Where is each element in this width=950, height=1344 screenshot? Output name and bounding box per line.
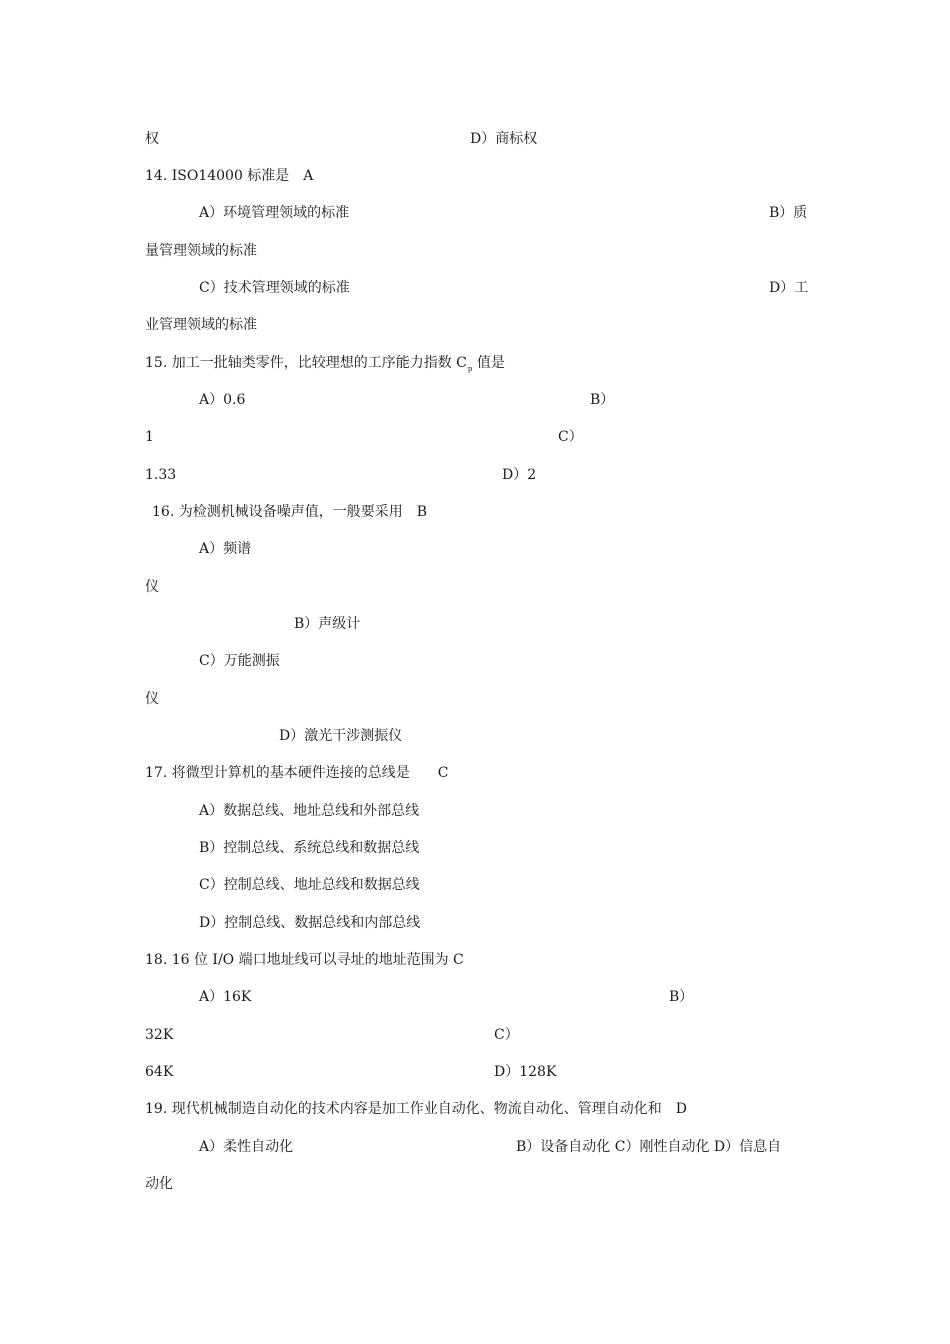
- question-15: [145, 354, 505, 378]
- option-a: A）数据总线、地址总线和外部总线: [199, 803, 420, 819]
- option-b: B）声级计: [294, 616, 361, 632]
- text-line: 权: [145, 131, 159, 147]
- option-d: D）商标权: [470, 131, 538, 147]
- option-c-value: 64K: [145, 1064, 174, 1080]
- option-c: C）: [494, 1027, 519, 1043]
- question-15-tail: 值是: [472, 355, 505, 371]
- option-b: B）: [669, 989, 694, 1005]
- option-b: B）: [590, 392, 615, 408]
- option-c: C）: [558, 429, 583, 445]
- option-c-continued: 仪: [145, 691, 159, 707]
- option-b-continued: 量管理领域的标准: [145, 243, 257, 259]
- option-b: B）控制总线、系统总线和数据总线: [199, 840, 420, 856]
- option-a: A）0.6: [199, 392, 246, 408]
- question-14: 14. ISO14000 标准是 A: [145, 168, 314, 184]
- option-b-value: 1: [145, 429, 154, 445]
- question-18: 18. 16 位 I/O 端口地址线可以寻址的地址范围为 C: [145, 952, 464, 968]
- option-d: D）控制总线、数据总线和内部总线: [199, 915, 421, 931]
- option-a-continued: 仪: [145, 579, 159, 595]
- option-b-value: 32K: [145, 1027, 174, 1043]
- option-d: D）2: [502, 467, 537, 483]
- option-c: C）控制总线、地址总线和数据总线: [199, 877, 420, 893]
- option-a: A）环境管理领域的标准: [199, 205, 350, 221]
- option-a: A）16K: [199, 989, 252, 1005]
- question-17: 17. 将微型计算机的基本硬件连接的总线是 C: [145, 765, 449, 781]
- option-d-continued: 业管理领域的标准: [145, 317, 257, 333]
- options-b-c-d: B）设备自动化 C）刚性自动化 D）信息自: [516, 1139, 782, 1155]
- option-d: D）激光干涉测振仪: [279, 728, 403, 744]
- option-c: C）万能测振: [199, 653, 280, 669]
- option-b: B）质: [769, 205, 808, 221]
- question-16: 16. 为检测机械设备噪声值，一般要采用 B: [152, 504, 428, 520]
- subscript-p: p: [467, 365, 473, 373]
- question-15-text: 15. 加工一批轴类零件，比较理想的工序能力指数 C: [145, 355, 467, 371]
- option-d: D）128K: [494, 1064, 557, 1080]
- option-c: C）技术管理领域的标准: [199, 280, 350, 296]
- option-a: A）柔性自动化: [199, 1139, 294, 1155]
- option-d-continued: 动化: [145, 1176, 173, 1192]
- question-19: 19. 现代机械制造自动化的技术内容是加工作业自动化、物流自动化、管理自动化和 D: [145, 1101, 687, 1117]
- option-c-value: 1.33: [145, 467, 177, 483]
- option-a: A）频谱: [199, 541, 252, 557]
- option-d: D）工: [769, 280, 809, 296]
